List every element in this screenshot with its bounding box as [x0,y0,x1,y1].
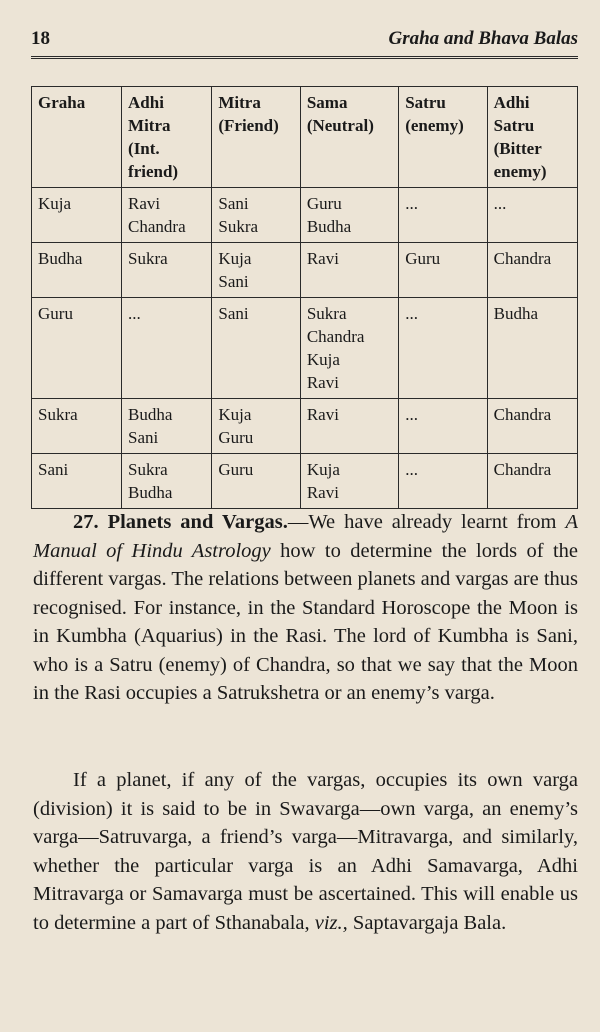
planet-relations-table [31,86,578,509]
column-header-satru [399,87,487,188]
column-header-adhi-satru [487,87,577,188]
header-text-line: Adhi [128,93,164,112]
table-header-row [32,87,578,188]
cell-text-line: ... [405,194,418,213]
paragraph-swavarga [33,766,578,937]
cell-text-line: Guru [405,249,441,268]
cell-text-line: ... [405,460,418,479]
cell-text-line: Ravi [306,483,339,502]
cell-text-line: Ravi [306,405,339,424]
paragraph-text: how to determine the lords of the different vargas. The relations between planets and vargas are thus recognised. For instance, in the Standard Horoscope the Moon is in Kumbha (Aquarius) in the Rasi. The lord of Kumbha is Sani, who is a Satru (enemy) of Chandra, so that we say that the Moon in the Rasi occupies a Satrukshetra or an enemy’s varga. [33,539,578,704]
table-cell-sama [300,298,398,399]
table-cell-mitra [212,454,300,509]
table-cell-adhi-mitra [122,399,212,454]
paragraph-planets-and-vargas [33,508,578,708]
table-body [32,188,578,509]
cell-text-line: Chandra [493,460,552,479]
column-header-mitra [212,87,300,188]
cell-text-line: Sani [218,194,249,213]
table-cell-graha [32,188,122,243]
cell-text-line: Budha [493,304,539,323]
column-header-adhi-mitra [122,87,212,188]
header-text-line: Graha [38,93,86,112]
cell-text-line: ... [128,304,141,323]
cell-text-line: ... [405,304,418,323]
table-cell-graha [32,243,122,298]
cell-text-line: Sukra [128,249,168,268]
section-heading: 27. Planets and Vargas. [73,511,288,533]
header-text-line: enemy) [493,162,547,181]
cell-text-line: Sani [128,428,159,447]
page-header [31,26,578,59]
cell-text-line: ... [493,194,507,213]
table-cell-satru [399,399,487,454]
cell-text-line: Ravi [306,373,339,392]
cell-text-line: Kuja [218,249,252,268]
table-cell-adhi-satru [487,399,577,454]
header-text-line: Mitra [128,116,171,135]
cell-text-line: Kuja [306,460,340,479]
cell-text-line: Budha [306,217,352,236]
cell-text-line: Budha [128,405,173,424]
cell-text-line: Budha [38,249,83,268]
header-text-line: (Neutral) [306,116,374,135]
cell-text-line: Ravi [306,249,339,268]
cell-text-line: Sani [38,460,69,479]
table-row [32,188,578,243]
cell-text-line: Sukra [306,304,347,323]
header-text-line: Satru [405,93,446,112]
cell-text-line: Chandra [306,327,365,346]
cell-text-line: Ravi [128,194,161,213]
table-cell-sama [300,188,398,243]
table-cell-adhi-mitra [122,243,212,298]
cell-text-line: ... [405,405,418,424]
cell-text-line: Sukra [128,460,168,479]
running-title: Graha and Bhava Balas [388,28,578,49]
header-text-line: (enemy) [405,116,464,135]
table-cell-adhi-mitra [122,298,212,399]
cell-text-line: Guru [38,304,73,323]
cell-text-line: Kuja [306,350,340,369]
cell-text-line: Chandra [128,217,186,236]
table-cell-graha [32,298,122,399]
header-text-line: (Int. [128,139,160,158]
paragraph-text: If a planet, if any of the vargas, occupies its own varga (division) it is said to be in Swavarga—own varga, an enemy’s varga—Satruvarga, a friend’s varga—Mitravarga, and similarly, whether the particular varga is an Adhi Samavarga, Adhi Mitravarga or Samavarga must be ascertained. This will enable us to determine a part of Sthanabala, [33,769,578,934]
table-cell-sama [300,399,398,454]
cell-text-line: Sani [218,304,249,323]
header-text-line: Satru [493,116,535,135]
table-cell-sama [300,454,398,509]
column-header-sama [300,87,398,188]
table-cell-adhi-satru [487,454,577,509]
cell-text-line: Guru [218,460,254,479]
header-text-line: (Friend) [218,116,279,135]
cell-text-line: Sani [218,272,249,291]
table-cell-satru [399,454,487,509]
table-cell-adhi-mitra [122,454,212,509]
paragraph-text: Saptavargaja Bala. [347,911,507,934]
column-header-graha [32,87,122,188]
cell-text-line: Guru [218,428,254,447]
table-cell-mitra [212,243,300,298]
viz-abbreviation: viz., [314,911,348,934]
table-cell-adhi-satru [487,243,577,298]
paragraph-text: —We have already learnt from [287,511,566,533]
table-row [32,454,578,509]
table-cell-graha [32,399,122,454]
book-title: A Manual of Hindu Astrology [33,511,578,562]
cell-text-line: Sukra [38,405,78,424]
page-number: 18 [31,28,50,49]
table-row [32,243,578,298]
table-cell-satru [399,188,487,243]
cell-text-line: Guru [306,194,342,213]
cell-text-line: Chandra [493,405,552,424]
cell-text-line: Budha [128,483,173,502]
table-cell-satru [399,298,487,399]
table-cell-adhi-mitra [122,188,212,243]
header-text-line: Adhi [493,93,530,112]
table-cell-adhi-satru [487,188,577,243]
cell-text-line: Chandra [493,249,552,268]
table-cell-sama [300,243,398,298]
header-text-line: (Bitter [493,139,542,158]
table-cell-mitra [212,298,300,399]
table-cell-mitra [212,188,300,243]
table-row [32,399,578,454]
cell-text-line: Kuja [218,405,252,424]
header-text-line: Mitra [218,93,261,112]
table-cell-mitra [212,399,300,454]
table-cell-adhi-satru [487,298,577,399]
cell-text-line: Sukra [218,217,259,236]
table-row [32,298,578,399]
cell-text-line: Kuja [38,194,72,213]
header-text-line: friend) [128,162,179,181]
table-cell-graha [32,454,122,509]
table-cell-satru [399,243,487,298]
header-text-line: Sama [306,93,348,112]
